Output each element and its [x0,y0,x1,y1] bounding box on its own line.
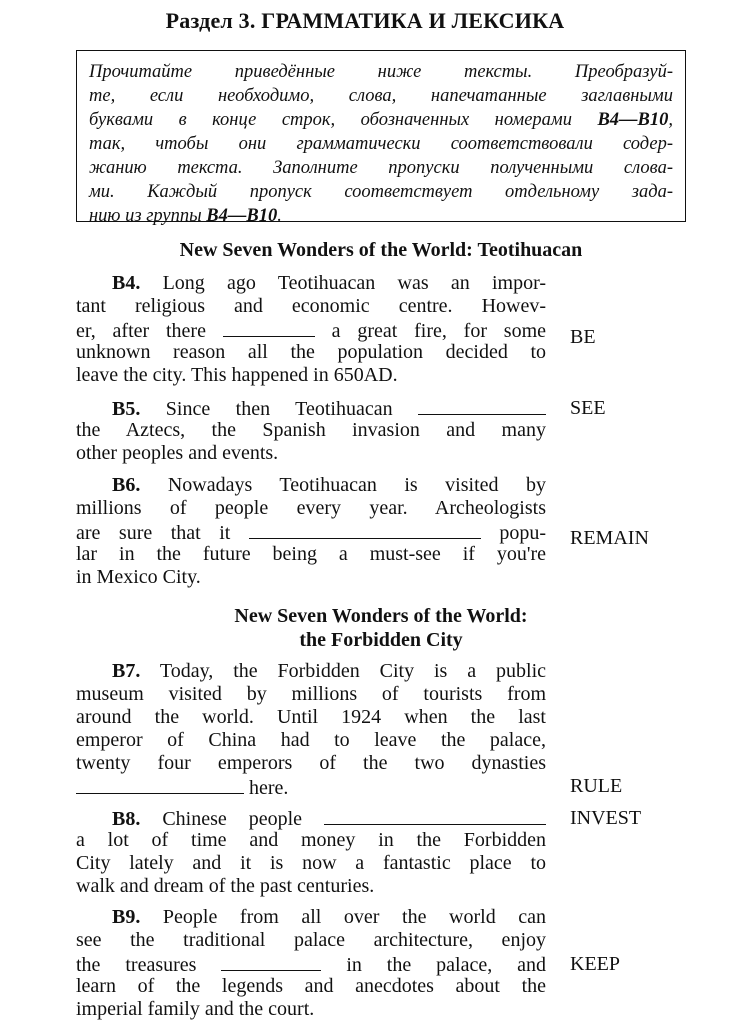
task-line: leave the city. This happened in 650AD. [76,364,398,386]
keyword-b5: SEE [570,397,606,419]
keyword-b8: INVEST [570,807,642,829]
instruction-punct: , [668,110,673,130]
task-number: B5. [112,398,141,420]
answer-blank[interactable] [76,775,244,794]
text1-heading: New Seven Wonders of the World: Teotihuacan [179,239,583,261]
keyword-b7: RULE [570,775,623,797]
task-line: see the traditional palace architecture, enjoy [76,929,546,951]
instruction-line: те, если необходимо, слова, напечатанные заглавными [89,86,673,106]
task-number: B8. [112,808,141,830]
answer-blank[interactable] [418,396,546,415]
task-line: millions of people every year. Archeologists [76,497,546,519]
instruction-line: Прочитайте приведённые ниже тексты. Преобразуй- [89,62,673,82]
task-text: er, after there [76,320,206,342]
keyword-b9: KEEP [570,953,620,975]
task-line [76,775,546,798]
task-line [76,806,546,829]
task-line: walk and dream of the past centuries. [76,875,375,897]
task-line: around the world. Until 1924 when the last [76,706,546,728]
task-text: Chinese people [162,808,303,830]
task-text: People from all over the world can [162,906,547,928]
instruction-text: буквами в конце строк, обозначенных номерами [89,110,572,130]
task-line [76,272,546,295]
instructions-box [76,50,686,226]
instruction-line [89,109,673,131]
text2-heading-line2: the Forbidden City [299,629,463,651]
task-line: a lot of time and money in the Forbidden [76,829,546,851]
answer-blank[interactable] [221,952,321,971]
task-range-label: B4—B10 [597,110,669,130]
task-line: the Aztecs, the Spanish invasion and many [76,419,546,441]
instruction-text: нию из группы [89,206,202,226]
instruction-line: ми. Каждый пропуск соответствует отдельному зада- [89,182,673,202]
keyword-b4: BE [570,326,596,348]
task-number: B7. [112,660,141,682]
task-line [76,318,546,341]
keyword-b6: REMAIN [570,527,649,549]
task-range-label: B4—B10 [206,206,278,226]
task-line [76,520,546,543]
text2-heading-line1: New Seven Wonders of the World: [234,605,528,627]
task-line: tant religious and economic centre. Howev- [76,295,546,317]
task-line: twenty four emperors of the two dynasties [76,752,546,774]
instruction-punct: . [277,206,282,226]
task-line: in Mexico City. [76,566,201,588]
answer-blank[interactable] [324,806,546,825]
answer-blank[interactable] [249,520,481,539]
task-text: here. [249,777,289,799]
task-text: Long ago Teotihuacan was an impor- [162,272,547,294]
task-text: a great fire, for some [331,320,547,342]
task-b8 [76,806,546,898]
task-line: unknown reason all the population decided to [76,341,546,363]
task-line [76,952,546,975]
task-number: B9. [112,906,141,928]
instruction-line: так, чтобы они грамматически соответствовали содер- [89,134,673,154]
task-b9 [76,906,546,1021]
task-line: emperor of China had to leave the palace, [76,729,546,751]
task-line: City lately and it is now a fantastic place to [76,852,546,874]
instruction-line [89,205,673,227]
task-text: Nowadays Teotihuacan is visited by [167,474,546,496]
task-line: lar in the future being a must-see if you're [76,543,546,565]
task-text: are sure that it [76,522,231,544]
task-text: in the palace, and [346,954,547,976]
task-number: B4. [112,272,141,294]
task-b6 [76,474,546,589]
task-line [76,660,546,683]
task-b5 [76,396,546,465]
task-text: Since then Teotihuacan [165,398,393,420]
answer-blank[interactable] [223,318,315,337]
task-line [76,396,546,419]
task-line: other peoples and events. [76,442,279,464]
instruction-line: жанию текста. Заполните пропуски полученными слова- [89,158,673,178]
task-line: museum visited by millions of tourists from [76,683,546,705]
task-line: imperial family and the court. [76,998,315,1020]
task-text: the treasures [76,954,197,976]
task-b4 [76,272,546,387]
section-title: Раздел 3. ГРАММАТИКА И ЛЕКСИКА [165,8,565,33]
task-text: Today, the Forbidden City is a public [159,660,546,682]
task-line: learn of the legends and anecdotes about the [76,975,546,997]
task-line [76,474,546,497]
task-number: B6. [112,474,141,496]
task-b7 [76,660,546,798]
task-text: popu- [499,522,547,544]
task-line [76,906,546,929]
